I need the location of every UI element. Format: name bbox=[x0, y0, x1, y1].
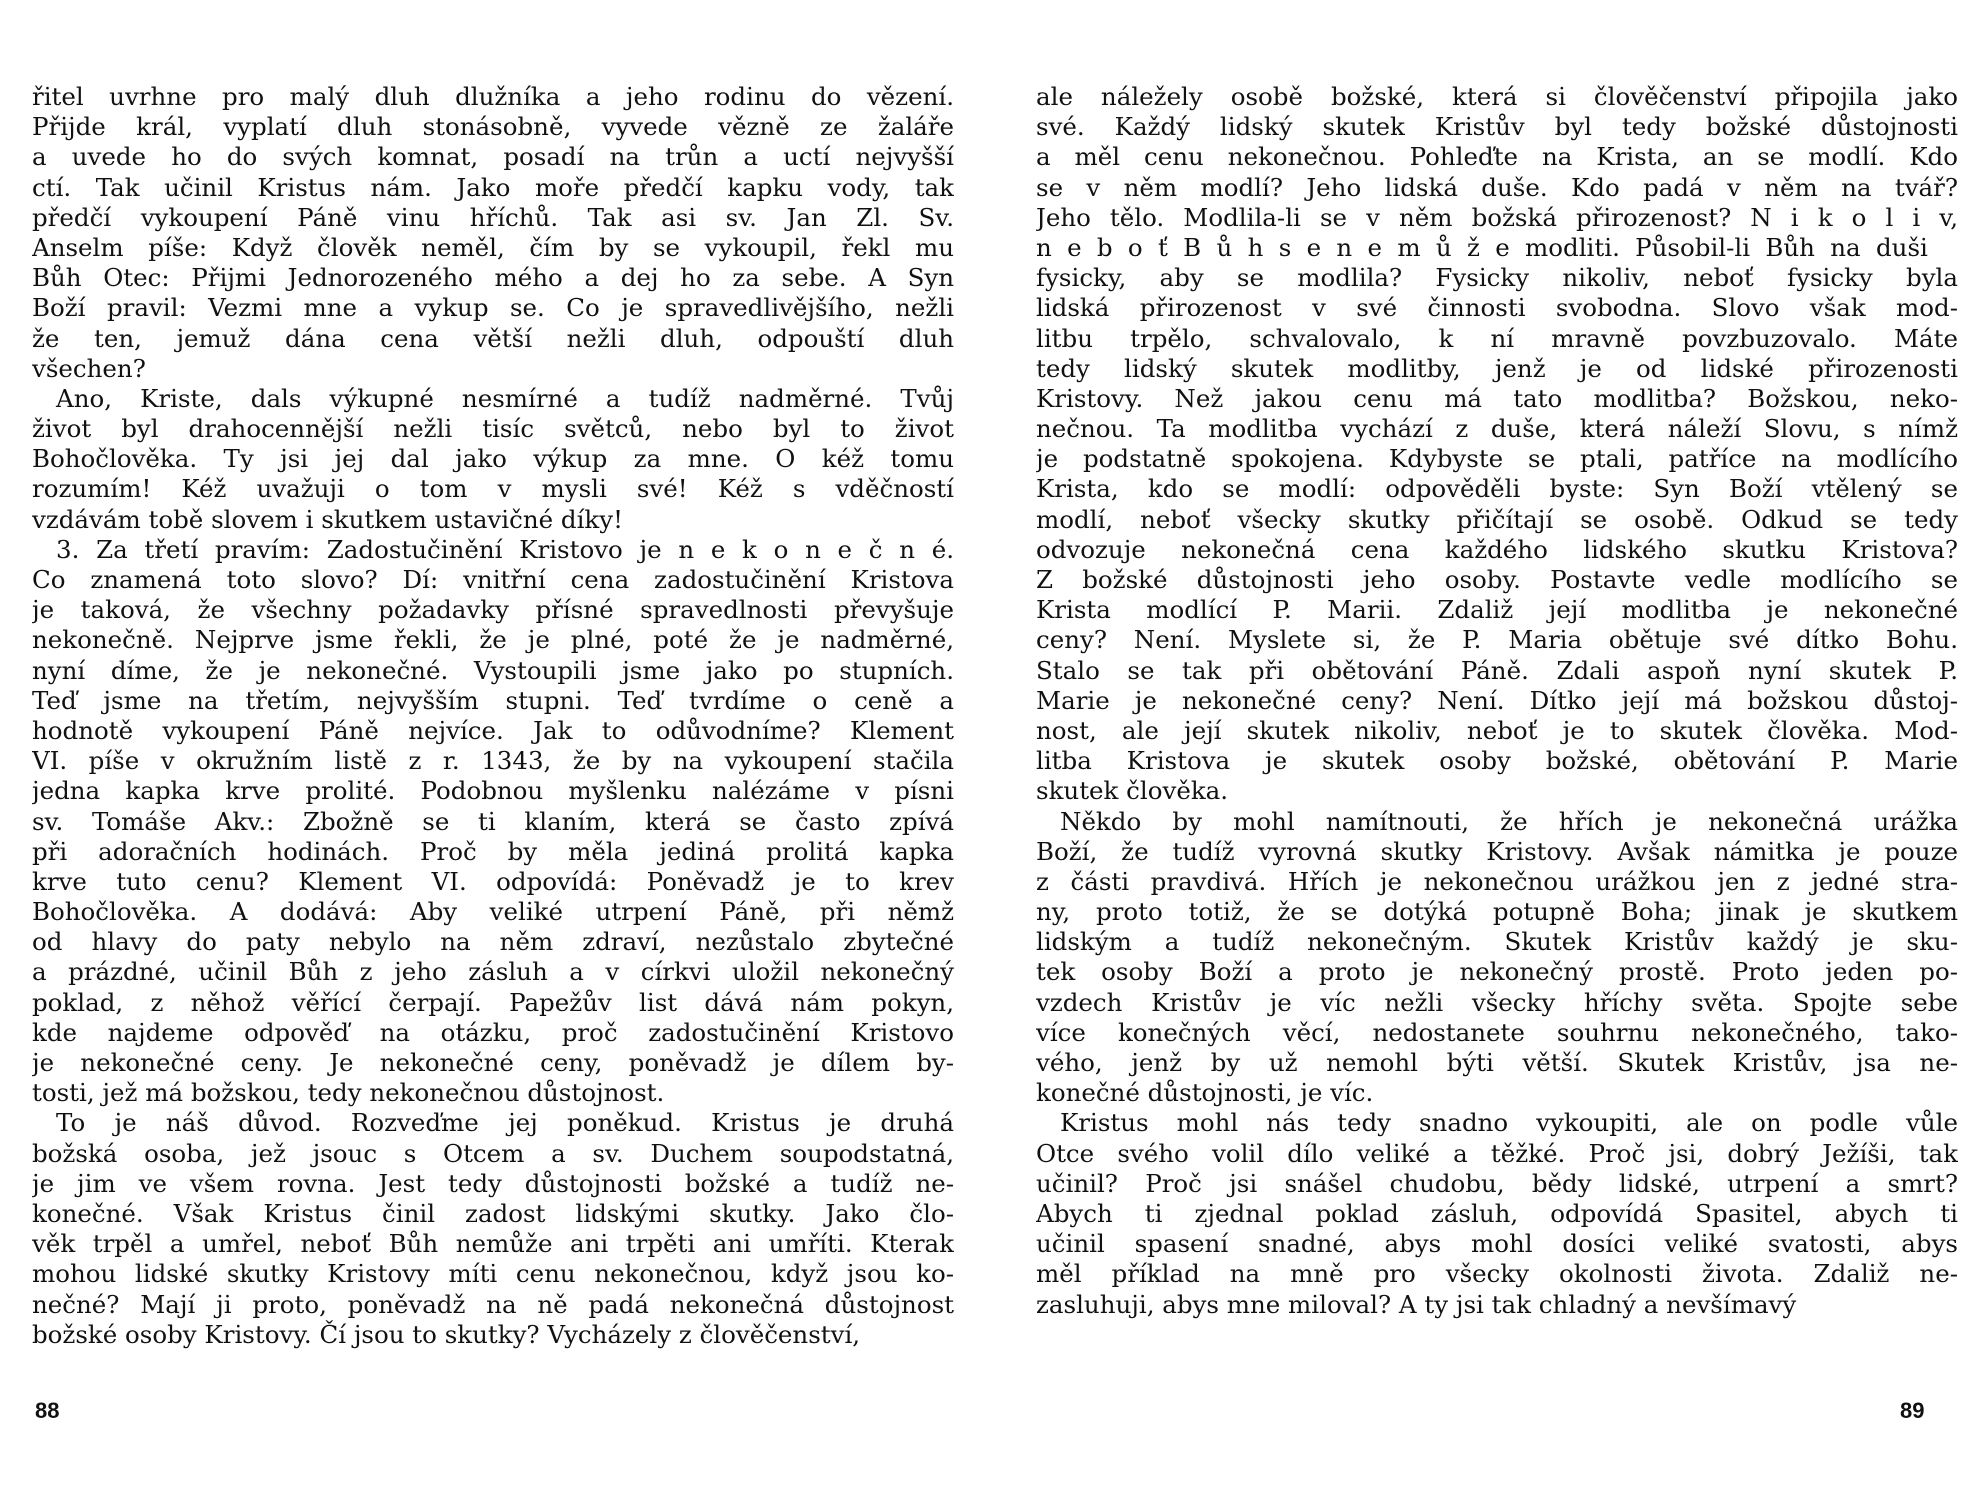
text-line: sv. Tomáše Akv.: Zbožně se ti klaním, která se často zpívá bbox=[32, 806, 954, 836]
text-line: ctí. Tak učinil Kristus nám. Jako moře předčí kapku vody, tak bbox=[32, 172, 954, 202]
text-line: odvozuje nekonečná cena každého lidského skutku Kristova? bbox=[1036, 534, 1958, 564]
text-line: Kristus mohl nás tedy snadno vykoupiti, ale on podle vůle bbox=[1060, 1108, 1958, 1138]
text-line: lidským a tudíž nekonečným. Skutek Kristův každý je sku- bbox=[1036, 927, 1958, 957]
text-line: božská osoba, jež jsouc s Otcem a sv. Duchem soupodstatná, bbox=[32, 1138, 954, 1168]
page-number-right: 89 bbox=[1900, 1398, 1925, 1423]
text-line: hodnotě vykoupení Páně nejvíce. Jak to odůvodníme? Klement bbox=[32, 715, 954, 745]
text-line: Abych ti zjednal poklad zásluh, odpovídá Spasitel, abych ti bbox=[1036, 1198, 1958, 1228]
text-line: lidská přirozenost v své činnosti svobodna. Slovo však mod- bbox=[1036, 293, 1958, 323]
text-line: více konečných věcí, nedostanete souhrnu nekonečného, tako- bbox=[1036, 1017, 1958, 1047]
text-line: se v něm modlí? Jeho lidská duše. Kdo padá v něm na tvář? bbox=[1036, 172, 1958, 202]
text-line: zasluhuji, abys mne miloval? A ty jsi tak chladný a nevšímavý bbox=[1036, 1289, 1797, 1319]
text-line: Teď jsme na třetím, nejvyšším stupni. Teď tvrdíme o ceně a bbox=[32, 685, 954, 715]
text-line: nekonečně. Nejprve jsme řekli, že je plné, poté že je nadměrné, bbox=[32, 625, 954, 655]
text-line: měl příklad na mně pro všecky okolnosti života. Zdaliž ne- bbox=[1036, 1259, 1958, 1289]
text-line: tosti, jež má božskou, tedy nekonečnou důstojnost. bbox=[32, 1078, 665, 1108]
text-line: VI. píše v okružním listě z r. 1343, že by na vykoupení stačila bbox=[32, 746, 954, 776]
text-line: řitel uvrhne pro malý dluh dlužníka a jeho rodinu do vězení. bbox=[32, 82, 954, 111]
text-line: že ten, jemuž dána cena větší nežli dluh, odpouští dluh bbox=[32, 323, 954, 353]
left-page bbox=[32, 82, 954, 1462]
text-line: konečné. Však Kristus činil zadost lidskými skutky. Jako člo- bbox=[32, 1198, 954, 1228]
text-line: a uvede ho do svých komnat, posadí na trůn a uctí nejvyšší bbox=[32, 142, 954, 172]
text-line: předčí vykoupení Páně vinu hříchů. Tak asi sv. Jan Zl. Sv. bbox=[32, 202, 954, 232]
text-line: nyní díme, že je nekonečné. Vystoupili jsme jako po stupních. bbox=[32, 655, 954, 685]
page-number-left: 88 bbox=[35, 1398, 60, 1423]
text-line: Přijde král, vyplatí dluh stonásobně, vyvede vězně ze žaláře bbox=[32, 112, 954, 142]
text-line: krve tuto cenu? Klement VI. odpovídá: Poněvadž je to krev bbox=[32, 866, 954, 896]
text-line: ceny? Není. Myslete si, že P. Maria obětuje své dítko Bohu. bbox=[1036, 625, 1958, 655]
text-line: n e b o ť B ů h s e n e m ů ž e modliti. Působil-li Bůh na duši bbox=[1036, 232, 1928, 262]
text-line: ale náležely osobě božské, která si člověčenství připojila jako bbox=[1036, 82, 1958, 111]
text-line: litbu trpělo, schvalovalo, k ní mravně povzbuzovalo. Máte bbox=[1036, 323, 1958, 353]
text-line: z části pravdivá. Hřích je nekonečnou urážkou jen z jedné stra- bbox=[1036, 866, 1958, 896]
text-line: konečné důstojnosti, je víc. bbox=[1036, 1078, 1374, 1108]
text-line: učinil? Proč jsi snášel chudobu, bědy lidské, utrpení a smrt? bbox=[1036, 1168, 1958, 1198]
text-line: litba Kristova je skutek osoby božské, obětování P. Marie bbox=[1036, 746, 1958, 776]
text-line: tedy lidský skutek modlitby, jenž je od lidské přirozenosti bbox=[1036, 353, 1958, 383]
text-line: Jeho tělo. Modlila-li se v něm božská přirozenost? N i k o l i v, bbox=[1036, 202, 1958, 232]
text-line: při adoračních hodinách. Proč by měla jediná prolitá kapka bbox=[32, 836, 954, 866]
text-line: mohou lidské skutky Kristovy míti cenu nekonečnou, když jsou ko- bbox=[32, 1259, 954, 1289]
text-line: Krista, kdo se modlí: odpověděli byste: Syn Boží vtělený se bbox=[1036, 474, 1958, 504]
text-line: Krista modlící P. Marii. Zdaliž její modlitba je nekonečné bbox=[1036, 595, 1958, 625]
text-line: Boží pravil: Vezmi mne a vykup se. Co je spravedlivějšího, nežli bbox=[32, 293, 954, 323]
text-line: nečné? Mají ji proto, poněvadž na ně padá nekonečná důstojnost bbox=[32, 1289, 954, 1319]
text-line: své. Každý lidský skutek Kristův byl tedy božské důstojnosti bbox=[1036, 112, 1958, 142]
text-line: modlí, neboť všecky skutky přičítají se osobě. Odkud se tedy bbox=[1036, 504, 1958, 534]
right-page bbox=[1036, 82, 1958, 1462]
text-line: Bůh Otec: Přijmi Jednorozeného mého a dej ho za sebe. A Syn bbox=[32, 263, 954, 293]
text-line: od hlavy do paty nebylo na něm zdraví, nezůstalo zbytečné bbox=[32, 927, 954, 957]
text-line: Někdo by mohl namítnouti, že hřích je nekonečná urážka bbox=[1060, 806, 1958, 836]
text-line: Z božské důstojnosti jeho osoby. Postavte vedle modlícího se bbox=[1036, 565, 1958, 594]
text-line: jedna kapka krve prolité. Podobnou myšlenku nalézáme v písni bbox=[32, 776, 954, 806]
text-line: je podstatně spokojena. Kdybyste se ptali, patříce na modlícího bbox=[1036, 444, 1958, 474]
text-line: božské osoby Kristovy. Čí jsou to skutky? Vycházely z člověčenství, bbox=[32, 1319, 861, 1349]
text-line: Stalo se tak při obětování Páně. Zdali aspoň nyní skutek P. bbox=[1036, 655, 1958, 685]
text-line: nost, ale její skutek nikoliv, neboť je to skutek člověka. Mod- bbox=[1036, 715, 1958, 745]
text-line: fysicky, aby se modlila? Fysicky nikoliv, neboť fysicky byla bbox=[1036, 263, 1958, 293]
text-line: a prázdné, učinil Bůh z jeho zásluh a v církvi uložil nekonečný bbox=[32, 957, 954, 987]
text-line: kde najdeme odpověď na otázku, proč zadostučinění Kristovo bbox=[32, 1017, 954, 1047]
text-line: 3. Za třetí pravím: Zadostučinění Kristovo je n e k o n e č n é. bbox=[56, 534, 954, 564]
text-line: věk trpěl a umřel, neboť Bůh nemůže ani trpěti ani umříti. Kterak bbox=[32, 1229, 954, 1259]
text-line: nečnou. Ta modlitba vychází z duše, která náleží Slovu, s nímž bbox=[1036, 414, 1958, 444]
text-line: Anselm píše: Když člověk neměl, čím by se vykoupil, řekl mu bbox=[32, 232, 954, 262]
text-line: a měl cenu nekonečnou. Pohleďte na Krista, an se modlí. Kdo bbox=[1036, 142, 1958, 172]
text-line: je taková, že všechny požadavky přísné spravedlnosti převyšuje bbox=[32, 595, 954, 625]
text-line: vzdávám tobě slovem i skutkem ustavičné díky! bbox=[32, 504, 623, 534]
text-line: je nekonečné ceny. Je nekonečné ceny, poněvadž je dílem by- bbox=[32, 1048, 954, 1077]
text-line: skutek člověka. bbox=[1036, 776, 1229, 806]
text-line: ny, proto totiž, že se dotýká potupně Boha; jinak je skutkem bbox=[1036, 897, 1958, 927]
text-line: Co znamená toto slovo? Dí: vnitřní cena zadostučinění Kristova bbox=[32, 565, 954, 594]
text-line: je jim ve všem rovna. Jest tedy důstojnosti božské a tudíž ne- bbox=[32, 1168, 954, 1198]
text-line: rozumím! Kéž uvažuji o tom v mysli své! Kéž s vděčností bbox=[32, 474, 954, 504]
text-line: Boží, že tudíž vyrovná skutky Kristovy. Avšak námitka je pouze bbox=[1036, 836, 1958, 866]
text-line: tek osoby Boží a proto je nekonečný prostě. Proto jeden po- bbox=[1036, 957, 1958, 987]
text-line: To je náš důvod. Rozveďme jej poněkud. Kristus je druhá bbox=[56, 1108, 954, 1138]
text-line: Kristovy. Než jakou cenu má tato modlitba? Božskou, neko- bbox=[1036, 383, 1958, 413]
text-line: vzdech Kristův je víc nežli všecky hříchy světa. Spojte sebe bbox=[1036, 987, 1958, 1017]
text-line: Marie je nekonečné ceny? Není. Dítko její má božskou důstoj- bbox=[1036, 685, 1958, 715]
text-line: všechen? bbox=[32, 353, 146, 383]
text-line: vého, jenž by už nemohl býti větší. Skutek Kristův, jsa ne- bbox=[1036, 1048, 1958, 1077]
text-line: život byl drahocennější nežli tisíc světců, nebo byl to život bbox=[32, 414, 954, 444]
text-line: Bohočlověka. Ty jsi jej dal jako výkup za mne. O kéž tomu bbox=[32, 444, 954, 474]
text-line: poklad, z něhož věřící čerpají. Papežův list dává nám pokyn, bbox=[32, 987, 954, 1017]
text-line: Ano, Kriste, dals výkupné nesmírné a tudíž nadměrné. Tvůj bbox=[56, 383, 954, 413]
text-line: Otce svého volil dílo veliké a těžké. Proč jsi, dobrý Ježíši, tak bbox=[1036, 1138, 1958, 1168]
text-line: učinil spasení snadné, abys mohl dosíci veliké svatosti, abys bbox=[1036, 1229, 1958, 1259]
text-line: Bohočlověka. A dodává: Aby veliké utrpení Páně, při němž bbox=[32, 897, 954, 927]
